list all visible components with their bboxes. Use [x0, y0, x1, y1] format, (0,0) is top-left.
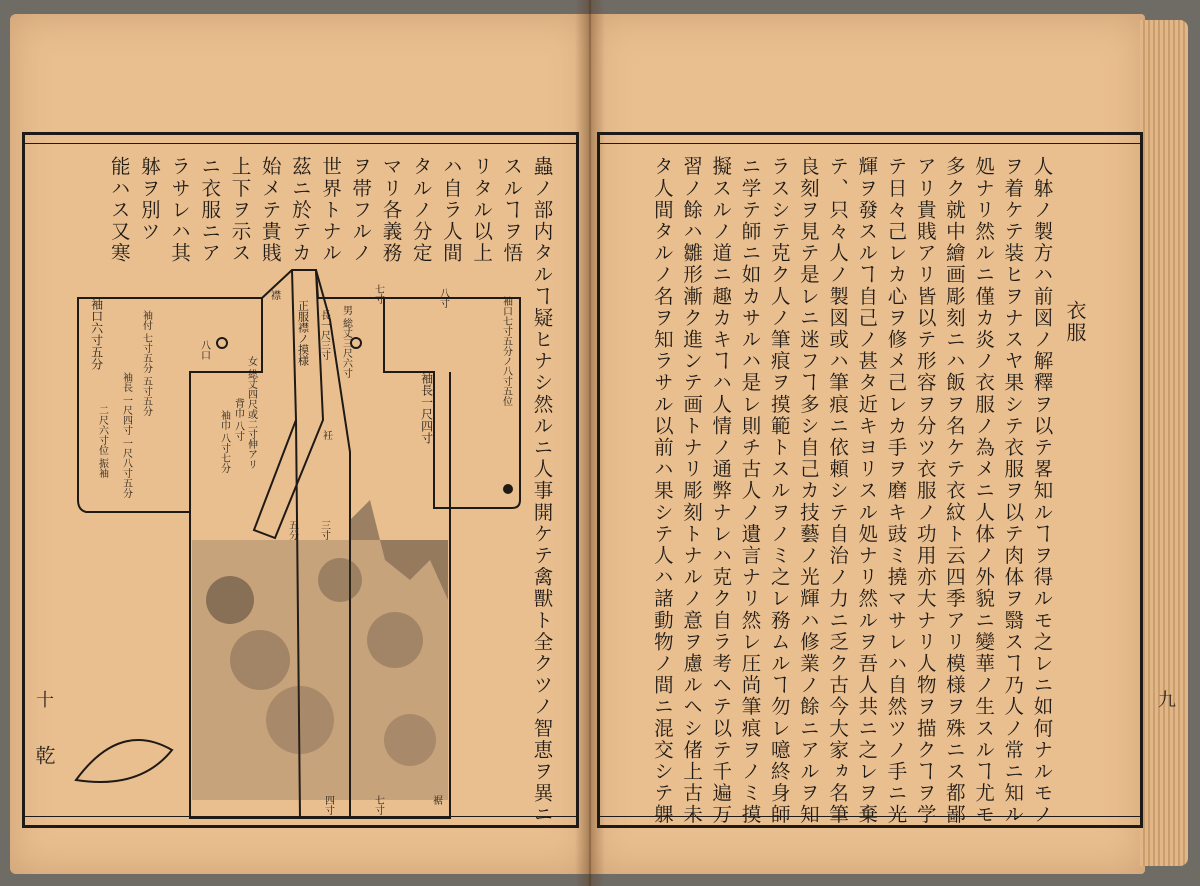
left-text-column: マリ各義務 [379, 156, 403, 264]
label-four-sun: 四寸 [322, 795, 334, 815]
right-text-column: ラスシテ克ク人ノ筆痕ヲ摸範トスルヲノミ之レ務ムルヿ勿レ噫終身師 [767, 156, 791, 826]
left-text-column: 始メテ貴賎 [258, 156, 282, 264]
label-hachi-sun: 八寸 [437, 288, 449, 308]
right-text-column: 習ノ餘ハ雛形漸ク進ンテ画トナリ彫刻トナルノ意ヲ慮ルヘシ偖上古未 [680, 156, 704, 826]
right-text-column: テ日々己レカ心ヲ修メ己レカ手ヲ磨キ豉ミ撓マサレハ自然ツノ手ニ光 [884, 156, 908, 826]
label-hachikuchi: 八口 [198, 340, 210, 360]
sleeve-dot-marker [217, 338, 227, 348]
label-five-bu: 五分 [286, 520, 298, 540]
label-cuff-left: 袖口六寸五分 [89, 298, 104, 370]
sleeve-dot-marker [503, 484, 513, 494]
label-collar: 襟 [268, 290, 280, 300]
right-text-column: 人躰ノ製方ハ前図ノ解釋ヲ以テ畧知ルヿヲ得ルモ之レニ如何ナルモノ [1030, 156, 1054, 826]
left-text-column: リタル以上 [470, 156, 494, 264]
right-margin-number: 九 [1155, 690, 1176, 708]
left-text-column: ハ自ラ人間 [439, 156, 463, 264]
label-okumi: 衽 [320, 430, 332, 440]
right-text-column: タ人間タルノ名ヲ知ラサル以前ハ果シテ人ハ諸動物ノ間ニ混交シテ躶 [650, 156, 674, 826]
right-text-column: テ、只々人ノ製図或ハ筆痕ニ依頼シテ自治ノ力ニ乏ク古今大家ヵ名筆 [826, 156, 850, 826]
right-text-column: 処ナリ然ルニ僅カ炎ノ衣服ノ為メニ人体ノ外貌ニ變華ノ生スルヿ尤モ [972, 156, 996, 826]
label-sleeve-length-small: 袖長 一尺四寸 一尺八寸五分 [120, 372, 132, 499]
left-text-column: 世界トナル [319, 156, 343, 264]
label-formal-collar: 正服襟ノ摸様 [296, 300, 310, 366]
label-back-width: 背巾 八寸 [232, 398, 244, 442]
label-cuff-right: 袖口七寸五分ノ八寸五位 [500, 296, 512, 406]
right-text-column: 良刻ヲ見テ是レニ迷フヿ多シ自己カ技藝ノ光輝ハ修業ノ餘ニアルヲ知 [796, 156, 820, 826]
left-text-column: 上下ヲ示ス [228, 156, 252, 264]
page-number: 十 [33, 690, 54, 708]
label-furisode: 二尺六寸位 振袖 [96, 405, 108, 479]
label-man: 男 総丈三尺六寸 [340, 305, 352, 379]
right-text-column: アリ貴賎アリ皆以テ形容ヲ分ツ衣服ノ功用亦大ナリ人物ヲ描クヿヲ学 [913, 156, 937, 826]
right-text-column: 多ク就中繪画彫刻ニハ飯ヲ名ケテ衣紋ト云四季アリ模様ヲ殊ニス都鄙 [942, 156, 966, 826]
label-three-sun: 三寸 [318, 520, 330, 540]
label-sleeve-width: 袖巾 八寸七分 [218, 410, 230, 474]
volume-marker: 乾 [32, 745, 56, 765]
label-hem: 裾 [430, 795, 442, 805]
left-text-column: タルノ分定 [409, 156, 433, 264]
label-sleeve-length-right: 袖長一尺四寸 [419, 372, 434, 444]
left-text-column: ヲ帯フルノ [349, 156, 373, 264]
right-text-column: 輝ヲ發スルヿ自己ノ甚タ近キヨリスル処ナリ然ルヲ吾人共ニ之レヲ棄 [855, 156, 879, 826]
hem-landscape-pattern [192, 500, 448, 800]
label-woman: 女 総丈四尺或二寸伸アリ [245, 356, 257, 470]
label-seven-sun: 七寸 [372, 284, 384, 304]
leaf-icon [76, 740, 172, 782]
left-text-column: スルヿヲ悟 [500, 156, 524, 264]
right-text-column: ヲ着ケテ装ヒヲナスヤ果シテ衣服ヲ以テ肉体ヲ翳スヿ乃人ノ常ニ知ル [1001, 156, 1025, 826]
left-text-column: 能ハス又寒 [107, 156, 131, 264]
label-collar-length: 長一尺三寸 [318, 310, 330, 360]
left-text-column: ニ衣服ニア [198, 156, 222, 264]
sleeve-dot-marker [351, 338, 361, 348]
label-seven-sun-bottom: 七寸 [372, 795, 384, 815]
right-text-column: 擬スルノ道ニ趣カキヿハ人情ノ通弊ナレハ克ク自ラ考ヘテ以テ千遍万 [709, 156, 733, 826]
left-text-column: 蟲ノ部内タルヿ疑ヒナシ然ルニ人事開ケテ禽獸ト全クツノ智恵ヲ異ニ [530, 156, 554, 826]
left-text-column: 躰ヲ別ツ [137, 156, 161, 243]
left-text-column: ラサレハ其 [168, 156, 192, 264]
label-sleeve-attach: 袖付 七寸五分 五寸五分 [140, 310, 152, 417]
left-text-column: 茲ニ於テカ [288, 156, 312, 264]
right-text-column: ニ学テ師ニ如カサルハ是レ則チ古人ノ遺言ナリ然レ圧尚筆痕ヲノミ摸 [738, 156, 762, 826]
section-heading: 衣服 [1063, 300, 1087, 344]
collar-band [254, 270, 323, 538]
